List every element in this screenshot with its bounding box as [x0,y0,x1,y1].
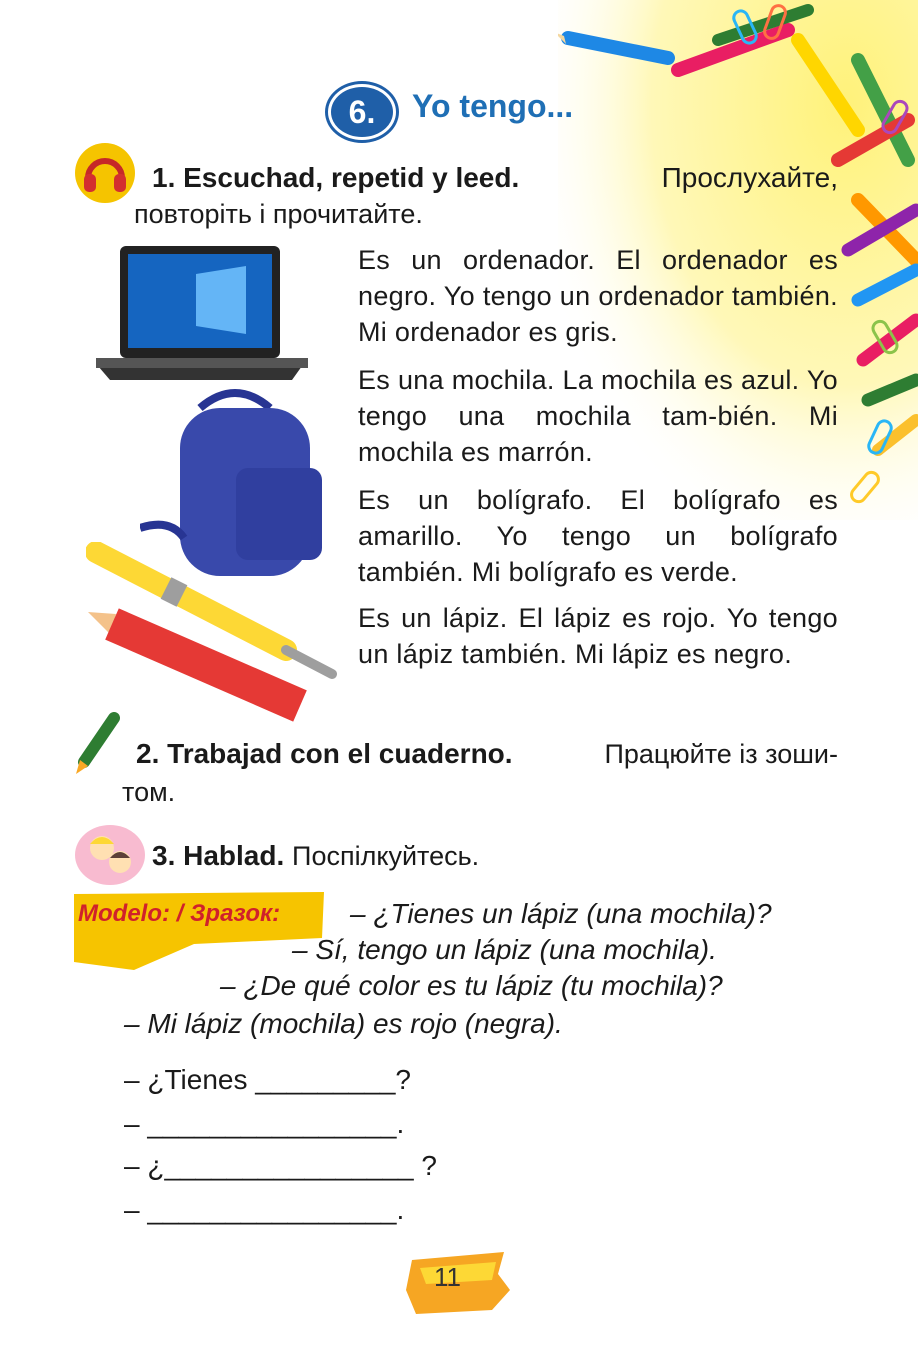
lesson-number-badge: 6. [328,84,396,140]
pencil-image [86,608,318,726]
paragraph-boligrafo: Es un bolígrafo. El bolígrafo es amarillo. Yo tengo un bolígrafo también. Mi bolígrafo es verde. [358,485,838,587]
model-line-1: – ¿Tienes un lápiz (una mochila)? [350,898,772,929]
exercise-2-translation-part1: Працюйте із зоши- [604,739,838,769]
paragraph-ordenador: Es un ordenador. El ordenador es negro. Yo tengo un ordenador también. Mi ordenador es gris. [358,245,838,347]
pen-icon [72,712,122,776]
exercise-2-line1 [136,736,838,772]
exercise-1-heading: 1. Escuchad, repetid y leed. [152,162,520,193]
exercise-3-translation: Поспілкуйтесь. [292,841,480,871]
headphones-icon [74,142,136,204]
model-line-2: – Sí, tengo un lápiz (una mochila). [292,934,717,965]
fill-line-3: – ¿________________ ? [124,1150,437,1181]
paragraph-mochila: Es una mochila. La mochila es azul. Yo tengo una mochila tam-bién. Mi mochila es marrón. [358,365,838,467]
laptop-image [96,244,308,384]
model-line-4: – Mi lápiz (mochila) es rojo (negra). [124,1008,563,1039]
exercise-1-translation-part2: повторіть і прочитайте. [134,199,423,229]
exercise-2-heading: 2. Trabajad con el cuaderno. [136,738,513,769]
page-number: 11 [434,1262,461,1292]
fill-line-2: – ________________. [124,1108,405,1139]
model-label: Modelo: / Зразок: [78,900,281,927]
model-line-3: – ¿De qué color es tu lápiz (tu mochila)? [220,970,723,1001]
exercise-3-line [152,838,479,874]
exercise-1-translation-part1: Прослухайте, [661,162,838,193]
kids-icon [74,824,146,886]
fill-line-1: – ¿Tienes _________? [124,1064,411,1095]
exercise-2-translation-part2: том. [122,777,176,807]
exercise-3-heading: 3. Hablad. [152,840,285,871]
exercise-1-line1 [152,160,838,196]
fill-line-4: – ________________. [124,1194,405,1225]
paragraph-lapiz: Es un lápiz. El lápiz es rojo. Yo tengo un lápiz también. Mi lápiz es negro. [358,603,838,669]
lesson-title: Yo tengo... [412,88,574,124]
